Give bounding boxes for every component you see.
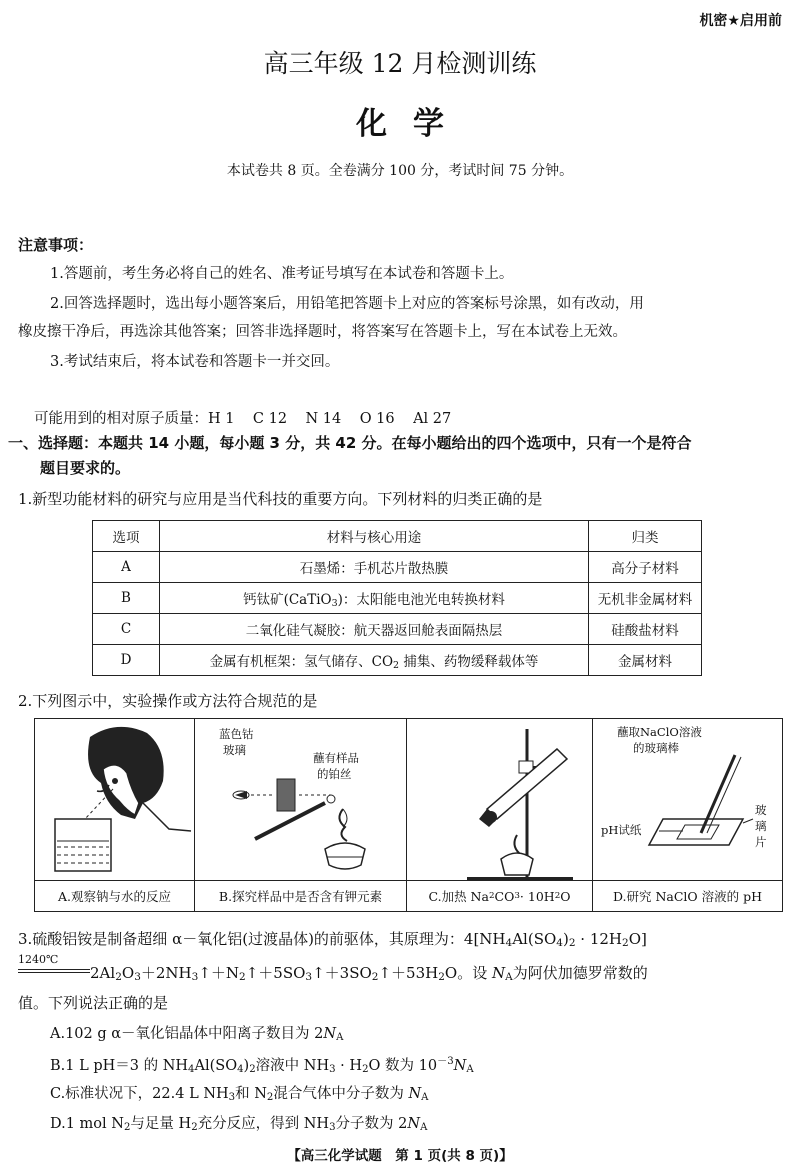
figure-a-caption: A.观察钠与水的反应 (35, 880, 194, 911)
figure-b-label: 玻璃 (223, 743, 246, 757)
material-cell: 二氧化硅气凝胶：航天器返回舱表面隔热层 (160, 614, 589, 645)
section-1-heading: 一、选择题：本题共 14 小题，每小题 3 分，共 42 分。在每小题给出的四个选项中，只有一个是符合 (8, 434, 692, 452)
material-cell: 石墨烯：手机芯片散热膜 (160, 552, 589, 583)
figure-d-label: pH试纸 (601, 823, 642, 837)
flame-test-illustration (195, 719, 407, 881)
exam-title: 高三年级 12 月检测训练 (263, 49, 537, 78)
figure-a (35, 719, 195, 911)
question-2-stem: 2.下列图示中，实验操作或方法符合规范的是 (18, 692, 318, 710)
note-1: 1.答题前，考生务必将自己的姓名、准考证号填写在本试卷和答题卡上。 (50, 266, 514, 282)
subject-title: 化学 (356, 106, 470, 142)
question-3-option-c: C.标准状况下，22.4 L $NH_3$和 $N_2$混合气体中分子数为 $N_A$ (50, 1086, 429, 1103)
note-2-line1: 2.回答选择题时，选出每小题答案后，用铅笔把答题卡上对应的答案标号涂黑，如有改动，用 (50, 296, 644, 312)
figure-b-label: 的铂丝 (317, 767, 352, 781)
table-header-cell: 选项 (93, 521, 160, 552)
category-cell: 金属材料 (589, 645, 702, 676)
category-cell: 高分子材料 (589, 552, 702, 583)
figure-c (407, 719, 593, 911)
figure-c-caption: C.加热 Na 2 CO 3 · 10H 2 O (407, 880, 592, 911)
figure-d-label: 蘸取NaClO溶液 (617, 725, 702, 739)
heating-test-tube-illustration (407, 719, 593, 881)
notes-heading: 注意事项： (18, 236, 94, 254)
figure-d-caption: D.研究 NaClO 溶液的 pH (593, 880, 782, 911)
category-cell: 硅酸盐材料 (589, 614, 702, 645)
table-row (93, 645, 702, 676)
figure-b-caption: B.探究样品中是否含有钾元素 (195, 880, 406, 911)
figure-b-label: 蓝色钴 (219, 727, 254, 741)
table-row (93, 552, 702, 583)
confidential-mark: 机密★启用前 (699, 13, 782, 29)
figure-d-label: 玻 (755, 803, 767, 817)
figure-b (195, 719, 407, 911)
option-cell: D (93, 645, 160, 676)
ph-test-illustration (593, 719, 782, 881)
section-1-heading-cont: 题目要求的。 (40, 459, 131, 477)
figure-d (593, 719, 782, 911)
question-3-line1: 3.硫酸铝铵是制备超细 α－氧化铝(过渡晶体)的前驱体，其原理为：$4[NH_4Al(SO_4)_2 \cdot 12H_2O]$ (18, 930, 647, 949)
question-3-option-b: B.1 L pH＝3 的 $NH_4Al(SO_4)_2$溶液中 $NH_3 \cdot H_2O$ 数为 $10^{-3}N_A$ (50, 1056, 474, 1075)
reaction-arrow-line-bottom (18, 972, 90, 973)
question-1-stem: 1.新型功能材料的研究与应用是当代科技的重要方向。下列材料的归类正确的是 (18, 490, 543, 508)
table-header-row (93, 521, 702, 552)
option-cell: B (93, 583, 160, 614)
option-cell: C (93, 614, 160, 645)
figure-d-label: 的玻璃棒 (633, 741, 679, 755)
question-3-line3: 值。下列说法正确的是 (18, 994, 169, 1012)
reaction-temperature: 1240℃ (18, 953, 59, 966)
table-row (93, 583, 702, 614)
materials-table (92, 520, 702, 676)
note-2-line2: 橡皮擦干净后，再选涂其他答案；回答非选择题时，将答案写在答题卡上，写在本试卷上无效。 (18, 324, 627, 340)
question-3-option-a: A.102 g α－氧化铝晶体中阳离子数目为 $2N_A$ (50, 1026, 344, 1043)
material-cell: 钙钛矿(CaTiO$_3$)：太阳能电池光电转换材料 (160, 583, 589, 614)
material-cell: 金属有机框架：氢气储存、$CO_2$ 捕集、药物缓释载体等 (160, 645, 589, 676)
figure-d-label: 片 (755, 835, 767, 849)
table-row (93, 614, 702, 645)
figure-row (34, 718, 783, 912)
table-header-cell: 材料与核心用途 (160, 521, 589, 552)
table-header-cell: 归类 (589, 521, 702, 552)
question-3-option-d: D.1 mol $N_2$与足量 $H_2$充分反应，得到 $NH_3$分子数为 $2N_A$ (50, 1116, 428, 1133)
figure-b-label: 蘸有样品 (313, 751, 359, 765)
paper-info: 本试卷共 8 页。全卷满分 100 分，考试时间 75 分钟。 (226, 163, 574, 179)
figure-d-label: 璃 (755, 819, 767, 833)
page-footer: 【高三化学试题 第 1 页(共 8 页)】 (287, 1148, 513, 1164)
atomic-masses: 可能用到的相对原子质量：H 1 C 12 N 14 O 16 Al 27 (34, 411, 452, 427)
reaction-arrow-line-top (18, 969, 90, 970)
category-cell: 无机非金属材料 (589, 583, 702, 614)
note-3: 3.考试结束后，将本试卷和答题卡一并交回。 (50, 354, 340, 370)
person-looking-beaker-illustration (35, 719, 195, 881)
question-3-equation: $2Al_2O_3+2NH_3↑+N_2↑+5SO_3↑+3SO_2↑+53H_2O$。设 $N_A$为阿伏加德罗常数的 (90, 964, 648, 983)
option-cell: A (93, 552, 160, 583)
